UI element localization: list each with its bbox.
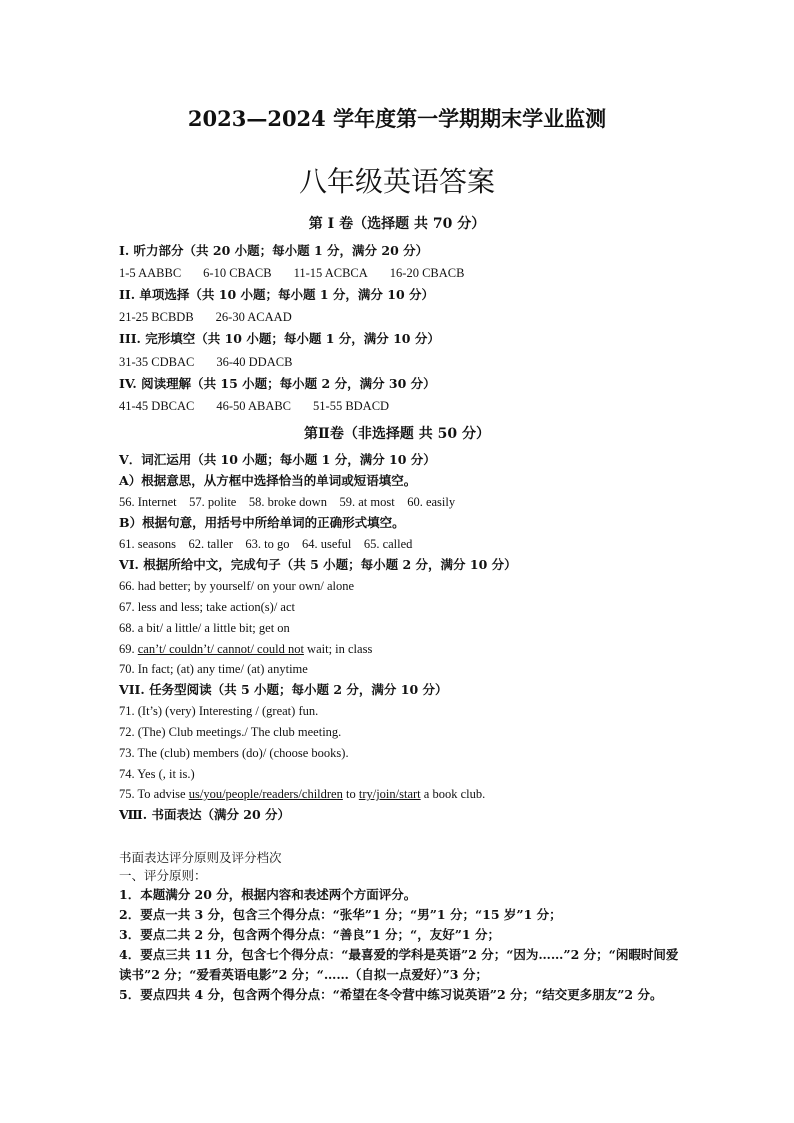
grading-subtitle: 一、评分原则：: [119, 868, 207, 883]
section-iv-answers: [119, 397, 389, 415]
answer-69-underlined: can’t/ couldn’t/ cannot/ could not: [137, 642, 304, 656]
section-v-a-answers: [119, 493, 455, 511]
answer-item: 62. taller: [188, 537, 233, 551]
answer-group: 21-25 BCBDB: [119, 310, 194, 324]
answer-73: 73. The (club) members (do)/ (choose books).: [119, 746, 349, 760]
answer-69-rest: wait; in class: [303, 642, 373, 656]
section-v-b-instruction: B）根据句意，用括号中所给单词的正确形式填空。: [119, 515, 405, 530]
answer-75-part: a book club.: [420, 787, 486, 801]
answer-item: 56. Internet: [119, 495, 177, 509]
section-vii-heading: VII. 任务型阅读（共 5 小题；每小题 2 分，满分 10 分）: [119, 682, 448, 697]
answer-item: 64. useful: [302, 537, 352, 551]
section-i-heading: I. 听力部分（共 20 小题；每小题 1 分，满分 20 分）: [119, 243, 429, 258]
section-v-a-instruction: A）根据意思，从方框中选择恰当的单词或短语填空。: [119, 473, 417, 488]
grading-rule-2: [119, 905, 679, 925]
answer-group: 11-15 ACBCA: [293, 266, 368, 280]
section-ii-answers: [119, 308, 292, 326]
answer-group: 46-50 ABABC: [216, 399, 292, 413]
answer-75-underlined: us/you/people/readers/children: [188, 787, 343, 801]
answer-group: 16-20 CBACB: [389, 266, 465, 280]
exam-title: 2023—2024 学年度第一学期期末学业监测: [187, 106, 607, 131]
grading-rule-4: [119, 945, 679, 985]
volume2-heading: 第Ⅱ卷（非选择题 共 50 分）: [304, 426, 490, 442]
section-v-b-answers: [119, 535, 412, 553]
section-v-heading: V．词汇运用（共 10 小题；每小题 1 分，满分 10 分）: [119, 452, 436, 467]
section-ii-heading: II. 单项选择（共 10 小题；每小题 1 分，满分 10 分）: [119, 287, 434, 302]
section-iii-heading: III. 完形填空（共 10 小题；每小题 1 分，满分 10 分）: [119, 331, 440, 346]
answer-75-underlined: try/join/start: [358, 787, 421, 801]
section-i-answers: [119, 264, 464, 282]
answer-66: 66. had better; by yourself/ on your own/ alone: [119, 579, 355, 593]
answer-group: 36-40 DDACB: [216, 355, 293, 369]
section-viii-heading: Ⅷ. 书面表达（满分 20 分）: [119, 807, 291, 822]
exam-subtitle: 八年级英语答案: [298, 165, 495, 198]
answer-74: 74. Yes (, it is.): [119, 767, 195, 781]
section-iv-heading: IV. 阅读理解（共 15 小题；每小题 2 分，满分 30 分）: [119, 376, 436, 391]
section-iii-answers: [119, 353, 292, 371]
answer-group: 1-5 AABBC: [119, 266, 182, 280]
answer-75-part: to: [342, 787, 359, 801]
grading-rule-text: 5．要点四共 4 分，包含两个得分点：“希望在冬令营中练习说英语”2 分；“结交更多朋友”2 分。: [119, 987, 663, 1002]
grading-rule-5: [119, 985, 679, 1005]
answer-group: 51-55 BDACD: [313, 399, 390, 413]
answer-68: 68. a bit/ a little/ a little bit; get on: [119, 621, 290, 635]
answer-70: 70. In fact; (at) any time/ (at) anytime: [119, 662, 308, 676]
answer-item: 57. polite: [189, 495, 237, 509]
answer-item: 59. at most: [339, 495, 395, 509]
grading-title: 书面表达评分原则及评分档次: [119, 850, 282, 865]
answer-75-part: 75. To advise: [119, 787, 189, 801]
answer-group: 26-30 ACAAD: [215, 310, 292, 324]
answer-67: 67. less and less; take action(s)/ act: [119, 600, 295, 614]
answer-group: 6-10 CBACB: [203, 266, 272, 280]
answer-item: 63. to go: [245, 537, 290, 551]
answer-69-number: 69.: [119, 642, 138, 656]
grading-rule-text: 1．本题满分 20 分，根据内容和表述两个方面评分。: [119, 887, 417, 902]
volume1-heading: 第 I 卷（选择题 共 70 分）: [308, 216, 486, 232]
section-vi-heading: VI. 根据所给中文，完成句子（共 5 小题；每小题 2 分，满分 10 分）: [119, 557, 517, 572]
answer-75: [119, 785, 485, 803]
grading-rule-text: 2．要点一共 3 分，包含三个得分点：“张华”1 分；“男”1 分；“15 岁”1 分；: [119, 907, 562, 922]
answer-item: 58. broke down: [248, 495, 327, 509]
answer-group: 31-35 CDBAC: [119, 355, 195, 369]
answer-69: [119, 640, 372, 658]
answer-group: 41-45 DBCAC: [119, 399, 195, 413]
grading-rule-text: 3．要点二共 2 分，包含两个得分点：“善良”1 分；“，友好”1 分；: [119, 927, 500, 942]
answer-item: 65. called: [363, 537, 413, 551]
answer-item: 61. seasons: [119, 537, 176, 551]
grading-rule-3: [119, 925, 679, 945]
answer-71: 71. (It’s) (very) Interesting / (great) fun.: [119, 704, 319, 718]
answer-item: 60. easily: [407, 495, 456, 509]
grading-rule-1: [119, 885, 679, 905]
grading-rule-text: 4．要点三共 11 分，包含七个得分点：“最喜爱的学科是英语”2 分；“因为……”2 分；“闲暇时间爱读书”2 分；“爱看英语电影”2 分；“……（自拟一点爱好）”3 分；: [119, 947, 679, 982]
answer-72: 72. (The) Club meetings./ The club meeting.: [119, 725, 342, 739]
